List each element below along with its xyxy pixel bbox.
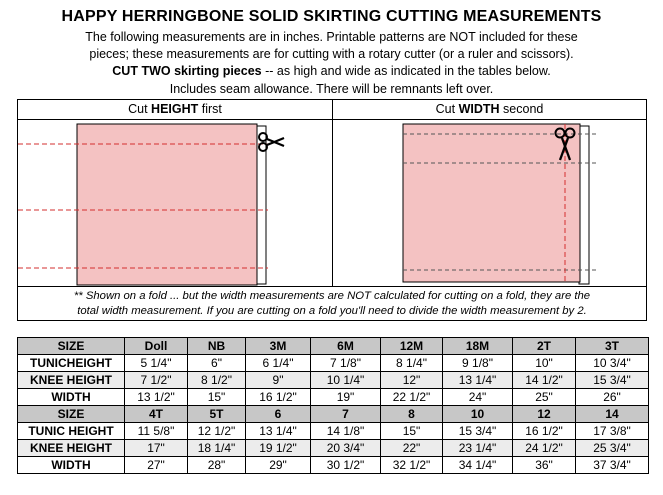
- measurement-cell: 36": [513, 457, 576, 474]
- measurement-cell: 5 1/4": [125, 355, 188, 372]
- measurement-cell: 17 3/8": [576, 423, 649, 440]
- fold-note: [20, 289, 644, 319]
- measurement-cell: 27": [125, 457, 188, 474]
- measurement-cell: 25": [513, 389, 576, 406]
- measurement-cell: 30 1/2": [311, 457, 381, 474]
- measurement-cell: 23 1/4": [443, 440, 513, 457]
- measurement-cell: 14 1/2": [513, 372, 576, 389]
- table-row: [18, 440, 649, 457]
- page-title: HAPPY HERRINGBONE SOLID SKIRTING CUTTING MEASUREMENTS: [61, 8, 602, 25]
- size-header-cell: 4T: [125, 406, 188, 423]
- intro-line-3: [0, 64, 663, 78]
- panel-heading-text: first: [198, 102, 222, 116]
- row-label: KNEE HEIGHT: [18, 372, 125, 389]
- table-row: [18, 389, 649, 406]
- measurement-cell: 22": [381, 440, 443, 457]
- measurement-cell: 20 3/4": [311, 440, 381, 457]
- fabric-piece: [403, 124, 580, 282]
- measurement-cell: 25 3/4": [576, 440, 649, 457]
- measurement-cell: 6": [188, 355, 246, 372]
- measurement-cell: 19 1/2": [246, 440, 311, 457]
- measurement-cell: 8 1/2": [188, 372, 246, 389]
- measurement-cell: 15": [188, 389, 246, 406]
- measurement-cell: 19": [311, 389, 381, 406]
- size-header-cell: 12M: [381, 338, 443, 355]
- size-header-cell: 3M: [246, 338, 311, 355]
- measurement-cell: 10": [513, 355, 576, 372]
- size-header-cell: Doll: [125, 338, 188, 355]
- size-header-cell: 8: [381, 406, 443, 423]
- measurement-cell: 10 3/4": [576, 355, 649, 372]
- measurement-cell: 24 1/2": [513, 440, 576, 457]
- measurement-cell: 8 1/4": [381, 355, 443, 372]
- size-header-cell: 10: [443, 406, 513, 423]
- measurement-cell: 6 1/4": [246, 355, 311, 372]
- measurement-cell: 29": [246, 457, 311, 474]
- size-header-label: SIZE: [18, 338, 125, 355]
- row-label: TUNIC HEIGHT: [18, 423, 125, 440]
- panel-heading-text: Cut: [435, 102, 459, 116]
- measurement-cell: 15 3/4": [443, 423, 513, 440]
- measurement-cell: 16 1/2": [246, 389, 311, 406]
- intro-line-3-rest: -- as high and wide as indicated in the tables below.: [261, 64, 551, 78]
- measurement-cell: 12 1/2": [188, 423, 246, 440]
- panel-heading-width: [333, 100, 646, 120]
- size-header-cell: 6: [246, 406, 311, 423]
- panel-heading-text: second: [499, 102, 544, 116]
- size-header-cell: 14: [576, 406, 649, 423]
- measurement-cell: 9": [246, 372, 311, 389]
- panel-heading-height: [18, 100, 333, 120]
- table-row: [18, 372, 649, 389]
- size-header-cell: 12: [513, 406, 576, 423]
- intro-line-1: The following measurements are in inches. Printable patterns are NOT included for these: [85, 30, 578, 44]
- measurement-cell: 14 1/8": [311, 423, 381, 440]
- measurements-table: [17, 337, 649, 474]
- width-cut-illustration: [333, 120, 646, 286]
- table-body: [18, 338, 649, 474]
- measurement-cell: 10 1/4": [311, 372, 381, 389]
- size-header-label: SIZE: [18, 406, 125, 423]
- size-header-cell: 3T: [576, 338, 649, 355]
- measurement-cell: 7 1/8": [311, 355, 381, 372]
- table-row: [18, 457, 649, 474]
- measurement-cell: 34 1/4": [443, 457, 513, 474]
- note-line-1: ** Shown on a fold ... but the width measurements are NOT calculated for cutting on a fold, they are the: [73, 290, 591, 302]
- panel-heading-emphasis: HEIGHT: [151, 102, 199, 116]
- intro-line-4: Includes seam allowance. There will be remnants left over.: [169, 82, 494, 96]
- table-header-row: [18, 338, 649, 355]
- measurement-cell: 32 1/2": [381, 457, 443, 474]
- measurement-cell: 9 1/8": [443, 355, 513, 372]
- panel-heading-text: Cut: [128, 102, 152, 116]
- measurement-cell: 24": [443, 389, 513, 406]
- row-label: WIDTH: [18, 389, 125, 406]
- note-divider: [18, 286, 646, 287]
- measurement-cell: 17": [125, 440, 188, 457]
- panel-heading-emphasis: WIDTH: [458, 102, 500, 116]
- measurement-cell: 26": [576, 389, 649, 406]
- table-header-row: [18, 406, 649, 423]
- row-label: KNEE HEIGHT: [18, 440, 125, 457]
- measurement-cell: 12": [381, 372, 443, 389]
- table-row: [18, 355, 649, 372]
- size-header-cell: 2T: [513, 338, 576, 355]
- measurement-cell: 13 1/4": [246, 423, 311, 440]
- measurement-cell: 13 1/4": [443, 372, 513, 389]
- fabric-piece: [77, 124, 257, 285]
- measurement-cell: 15 3/4": [576, 372, 649, 389]
- measurement-cell: 7 1/2": [125, 372, 188, 389]
- measurement-cell: 15": [381, 423, 443, 440]
- measurement-cell: 11 5/8": [125, 423, 188, 440]
- size-header-cell: 18M: [443, 338, 513, 355]
- height-cut-illustration: [18, 120, 332, 286]
- size-header-cell: NB: [188, 338, 246, 355]
- measurement-cell: 22 1/2": [381, 389, 443, 406]
- measurement-cell: 13 1/2": [125, 389, 188, 406]
- row-label: TUNICHEIGHT: [18, 355, 125, 372]
- measurement-cell: 37 3/4": [576, 457, 649, 474]
- measurement-cell: 28": [188, 457, 246, 474]
- cut-two-emphasis: CUT TWO skirting pieces: [112, 64, 262, 78]
- size-header-cell: 7: [311, 406, 381, 423]
- intro-line-2: pieces; these measurements are for cutting with a rotary cutter (or a ruler and scissors).: [89, 47, 574, 61]
- note-line-2: total width measurement. If you are cutting on a fold you'll need to divide the width measurement by 2.: [77, 305, 587, 317]
- measurement-cell: 16 1/2": [513, 423, 576, 440]
- table-row: [18, 423, 649, 440]
- cutting-diagram: [17, 99, 647, 321]
- size-header-cell: 5T: [188, 406, 246, 423]
- measurement-cell: 18 1/4": [188, 440, 246, 457]
- size-header-cell: 6M: [311, 338, 381, 355]
- row-label: WIDTH: [18, 457, 125, 474]
